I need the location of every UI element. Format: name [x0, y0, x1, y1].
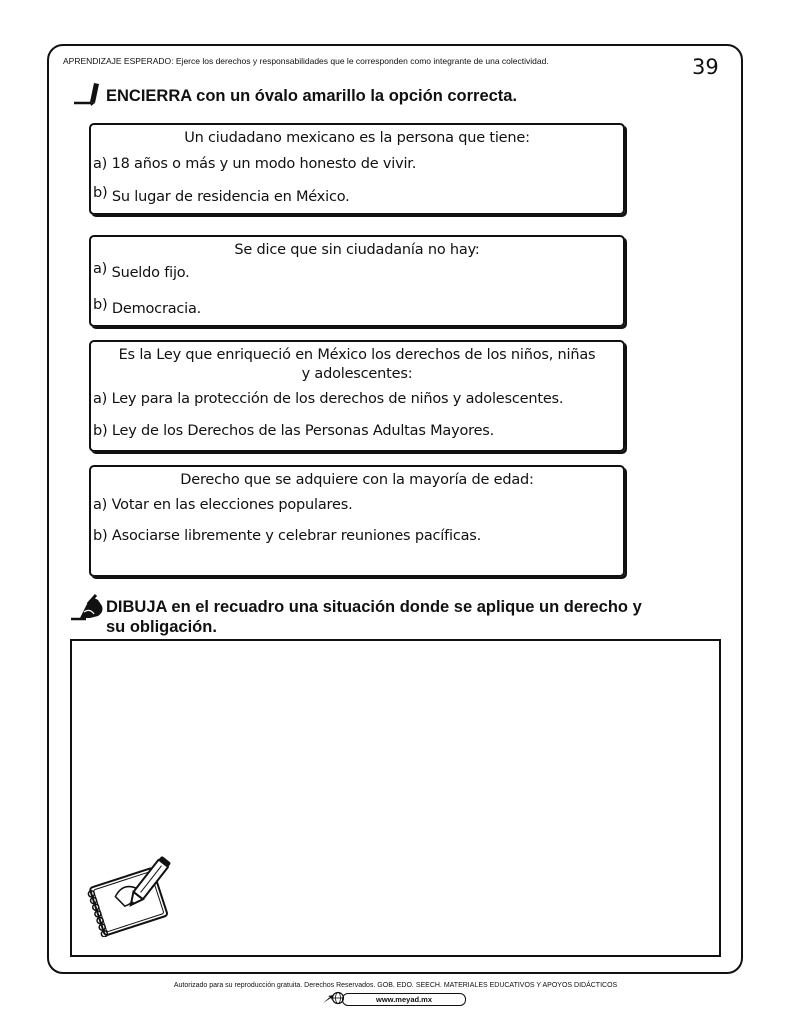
option-b[interactable]	[93, 185, 350, 205]
learning-goal: APRENDIZAJE ESPERADO: Ejerce los derechos y responsabilidades que le corresponden como integrante de una colectividad.	[63, 56, 549, 66]
option-letter: b)	[93, 423, 108, 439]
footer-text: Autorizado para su reproducción gratuita. Derechos Reservados. GOB. EDO. SEECH. MATERIALES EDUCATIVOS Y APOYOS DIDÁCTICOS	[173, 982, 618, 989]
option-letter: b)	[93, 185, 108, 201]
option-a[interactable]	[93, 497, 352, 513]
pencil-icon	[73, 80, 103, 106]
option-text: Democracia.	[111, 301, 202, 317]
question-box	[89, 340, 625, 452]
option-text: 18 años o más y un modo honesto de vivir.	[111, 156, 417, 172]
notebook-pencil-icon	[78, 853, 178, 937]
question-title: Se dice que sin ciudadanía no hay:	[234, 242, 480, 258]
option-a[interactable]	[93, 261, 190, 281]
option-a[interactable]	[93, 391, 563, 407]
question-title-line: Es la Ley que enriqueció en México los derechos de los niños, niñas	[118, 347, 596, 363]
option-b[interactable]	[93, 423, 494, 439]
option-letter: b)	[93, 297, 108, 313]
question-title: Un ciudadano mexicano es la persona que tiene:	[184, 130, 530, 146]
question-title-line: y adolescentes:	[301, 366, 413, 382]
option-text: Asociarse libremente y celebrar reuniones pacíficas.	[111, 528, 482, 544]
question-title	[91, 342, 623, 384]
option-letter: a)	[93, 156, 108, 172]
option-letter: a)	[93, 261, 108, 277]
drawing-area[interactable]	[70, 639, 721, 957]
option-letter: a)	[93, 391, 108, 407]
section1-instruction: ENCIERRA con un óvalo amarillo la opción correcta.	[106, 87, 518, 105]
option-text: Su lugar de residencia en México.	[111, 189, 350, 205]
option-letter: b)	[93, 528, 108, 544]
footer-url[interactable]: www.meyad.mx	[342, 993, 466, 1006]
section2-instruction-line: DIBUJA en el recuadro una situación donde se aplique un derecho y	[106, 598, 642, 616]
option-b[interactable]	[93, 297, 202, 317]
option-letter: a)	[93, 497, 108, 513]
option-text: Sueldo fijo.	[111, 265, 190, 281]
option-text: Votar en las elecciones populares.	[111, 497, 353, 513]
section2-instruction-line: su obligación.	[106, 618, 217, 636]
section2-instruction	[106, 597, 642, 637]
question-box	[89, 123, 625, 215]
pointer-globe-icon	[322, 991, 344, 1005]
option-a[interactable]	[93, 156, 416, 172]
drawing-hand-icon	[70, 592, 106, 622]
question-box	[89, 235, 625, 327]
page-number: 39	[692, 55, 719, 79]
option-b[interactable]	[93, 528, 481, 544]
option-text: Ley para la protección de los derechos de niños y adolescentes.	[111, 391, 564, 407]
question-title: Derecho que se adquiere con la mayoría de edad:	[180, 472, 534, 488]
option-text: Ley de los Derechos de las Personas Adultas Mayores.	[111, 423, 495, 439]
question-box	[89, 465, 625, 577]
